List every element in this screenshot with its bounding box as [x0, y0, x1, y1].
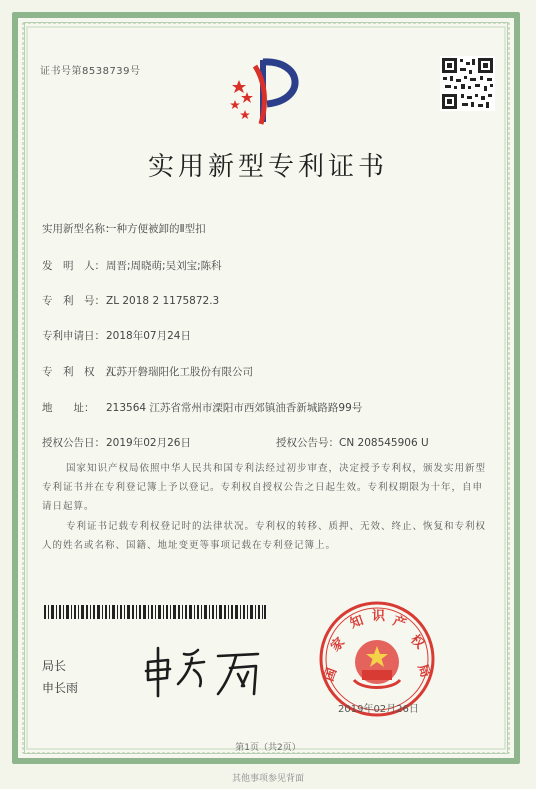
- certificate-number: 证书号第8538739号: [40, 66, 141, 77]
- field-value: 江苏开磐瑞阳化工股份有限公司: [106, 366, 253, 378]
- field-value: 213564 江苏省常州市溧阳市西郊镇油香新城路路99号: [106, 402, 363, 414]
- svg-text:家: 家: [328, 635, 349, 655]
- field-announcement: [42, 435, 429, 450]
- field-label: 专利申请日：: [42, 330, 105, 342]
- field-address: [42, 400, 362, 415]
- certificate-title: 实用新型专利证书: [147, 152, 388, 182]
- field-patentee: [42, 364, 253, 379]
- svg-text:知: 知: [348, 613, 366, 632]
- svg-text:国: 国: [321, 666, 341, 684]
- qr-code-icon: [440, 56, 495, 111]
- field-label: 专 利 权 人：: [42, 366, 126, 378]
- field-value: 一种方便被卸的Ⅱ型扣: [106, 223, 206, 235]
- handwritten-signature: [140, 640, 270, 700]
- announce-no-label: 授权公告号：: [276, 437, 339, 449]
- field-inventors: [42, 258, 222, 273]
- field-value: ZL 2018 2 1175872.3: [106, 295, 220, 307]
- field-application-date: [42, 328, 191, 343]
- field-label: 专 利 号：: [42, 295, 105, 307]
- field-patent-number: [42, 293, 219, 308]
- field-utility-model-name: [42, 221, 206, 236]
- field-label: 地 址：: [42, 402, 95, 414]
- barcode-icon: [44, 605, 266, 619]
- certificate-paragraph-1: 国家知识产权局依照中华人民共和国专利法经过初步审查，决定授予专利权，颁发实用新型专利证书并在专利登记簿上予以登记。专利权自授权公告之日起生效。专利权期限为十年，自申请日起算。: [42, 463, 487, 512]
- page-number: 第1页（共2页）: [235, 743, 301, 753]
- footer-note: 其他事项参见背面: [231, 774, 304, 784]
- field-value: 2018年07月24日: [106, 330, 191, 342]
- field-label: 发 明 人：: [42, 260, 105, 272]
- announce-date: 2019年02月26日: [106, 437, 191, 449]
- cnipa-logo-icon: [225, 52, 315, 132]
- svg-text:产: 产: [390, 613, 408, 633]
- signatory-name: 申长雨: [42, 681, 79, 695]
- field-label: 实用新型名称：: [42, 223, 116, 235]
- signatory-title: 局长: [42, 659, 67, 673]
- announce-no: CN 208545906 U: [339, 437, 429, 449]
- seal-date: 2019年02月26日: [338, 704, 419, 715]
- svg-text:局: 局: [414, 662, 433, 680]
- svg-text:识: 识: [372, 609, 386, 624]
- svg-text:权: 权: [407, 632, 427, 653]
- field-value: 周晋;周晓萌;吴刘宝;陈科: [106, 260, 222, 272]
- certificate-paragraph-2: 专利证书记载专利权登记时的法律状况。专利权的转移、质押、无效、终止、恢复和专利权人的姓名或名称、国籍、地址变更等事项记载在专利登记簿上。: [42, 521, 487, 551]
- announce-date-label: 授权公告日：: [42, 437, 105, 449]
